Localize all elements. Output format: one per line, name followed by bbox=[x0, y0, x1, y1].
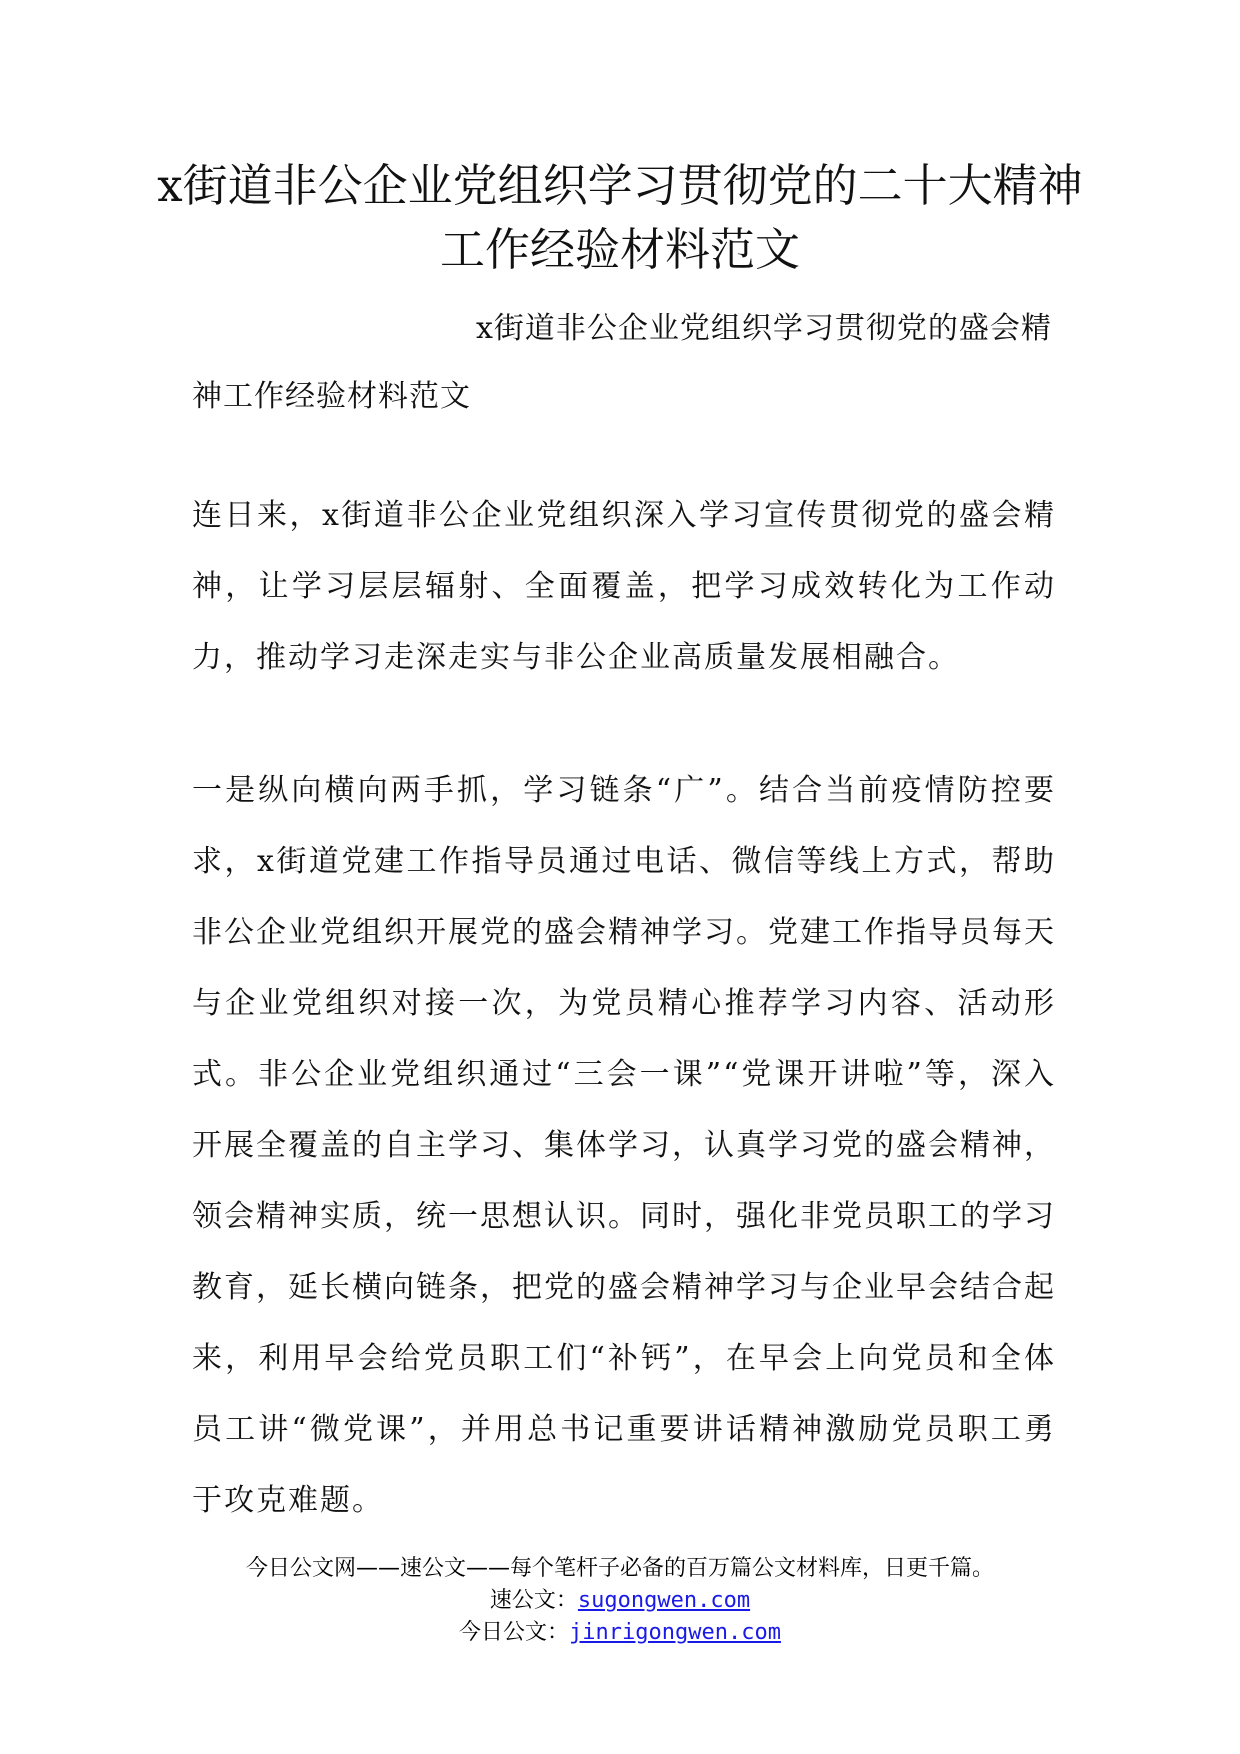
footer-line-sugongwen bbox=[0, 1585, 1240, 1617]
paragraph-first-point: 一是纵向横向两手抓，学习链条“广”。结合当前疫情防控要求，x街道党建工作指导员通过电话、微信等线上方式，帮助非公企业党组织开展党的盛会精神学习。党建工作指导员每天与企业党组织对接一次，为党员精心推荐学习内容、活动形式。非公企业党组织通过“三会一课”“党课开讲啦”等，深入开展全覆盖的自主学习、集体学习，认真学习党的盛会精神，领会精神实质，统一思想认识。同时，强化非党员职工的学习教育，延长横向链条，把党的盛会精神学习与企业早会结合起来，利用早会给党员职工们“补钙”，在早会上向党员和全体员工讲“微党课”，并用总书记重要讲话精神激励党员职工勇于攻克难题。 bbox=[192, 773, 1056, 1518]
footer-line-jinrigongwen bbox=[0, 1617, 1240, 1649]
document-subtitle: x街道非公企业党组织学习贯彻党的盛会精神工作经验材料范文 bbox=[192, 311, 1052, 414]
document-title: x街道非公企业党组织学习贯彻党的二十大精神工作经验材料范文 bbox=[157, 159, 1083, 276]
footer bbox=[0, 1553, 1240, 1649]
footer-label-jinrigongwen: 今日公文： bbox=[459, 1620, 570, 1645]
footer-slogan: 今日公文网——速公文——每个笔杆子必备的百万篇公文材料库，日更千篇。 bbox=[245, 1556, 994, 1581]
jinrigongwen-link[interactable]: jinrigongwen.com bbox=[569, 1620, 781, 1645]
sugongwen-link[interactable]: sugongwen.com bbox=[577, 1588, 751, 1613]
paragraph-intro: 连日来，x街道非公企业党组织深入学习宣传贯彻党的盛会精神，让学习层层辐射、全面覆盖，把学习成效转化为工作动力，推动学习走深走实与非公企业高质量发展相融合。 bbox=[192, 498, 1056, 675]
footer-label-sugongwen: 速公文： bbox=[489, 1588, 578, 1613]
